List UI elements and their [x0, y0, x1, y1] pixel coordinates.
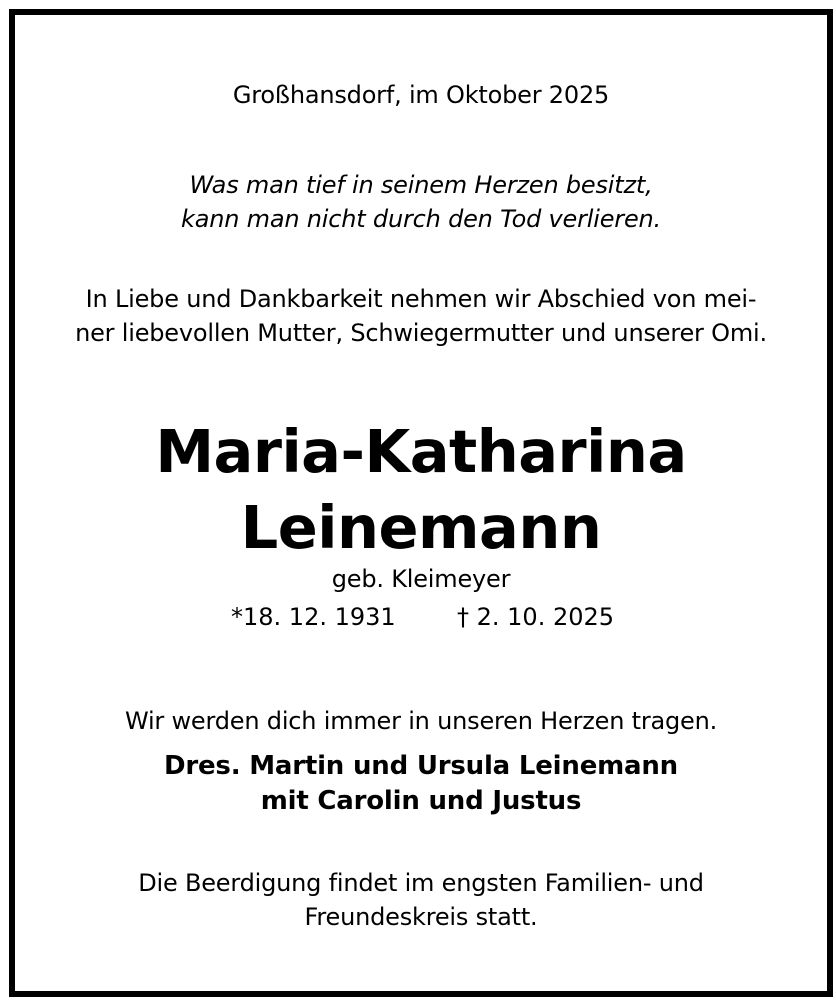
- obituary-notice: [9, 9, 833, 997]
- mourners-line-1: Dres. Martin und Ursula Leinemann: [163, 751, 678, 781]
- quote-line-2: kann man nicht durch den Tod verlieren.: [181, 205, 661, 233]
- farewell-line: Wir werden dich immer in unseren Herzen tragen.: [124, 707, 718, 735]
- deceased-first-name: Maria-Katharina: [155, 417, 687, 486]
- birth-date: *18. 12. 1931: [231, 603, 396, 631]
- funeral-note-line-2: Freundeskreis statt.: [304, 903, 538, 931]
- intro-line-2: ner liebevollen Mutter, Schwiegermutter und unserer Omi.: [75, 319, 767, 347]
- maiden-name: geb. Kleimeyer: [331, 565, 511, 593]
- place-date: Großhansdorf, im Oktober 2025: [232, 81, 610, 109]
- deceased-last-name: Leinemann: [240, 493, 602, 562]
- intro-line-1: In Liebe und Dankbarkeit nehmen wir Abschied von mei-: [85, 285, 757, 313]
- funeral-note-line-1: Die Beerdigung findet im engsten Familien- und: [138, 869, 704, 897]
- mourners-line-2: mit Carolin und Justus: [260, 786, 582, 816]
- quote-line-1: Was man tief in seinem Herzen besitzt,: [189, 171, 653, 199]
- death-date: † 2. 10. 2025: [457, 603, 615, 631]
- life-dates: [15, 603, 827, 643]
